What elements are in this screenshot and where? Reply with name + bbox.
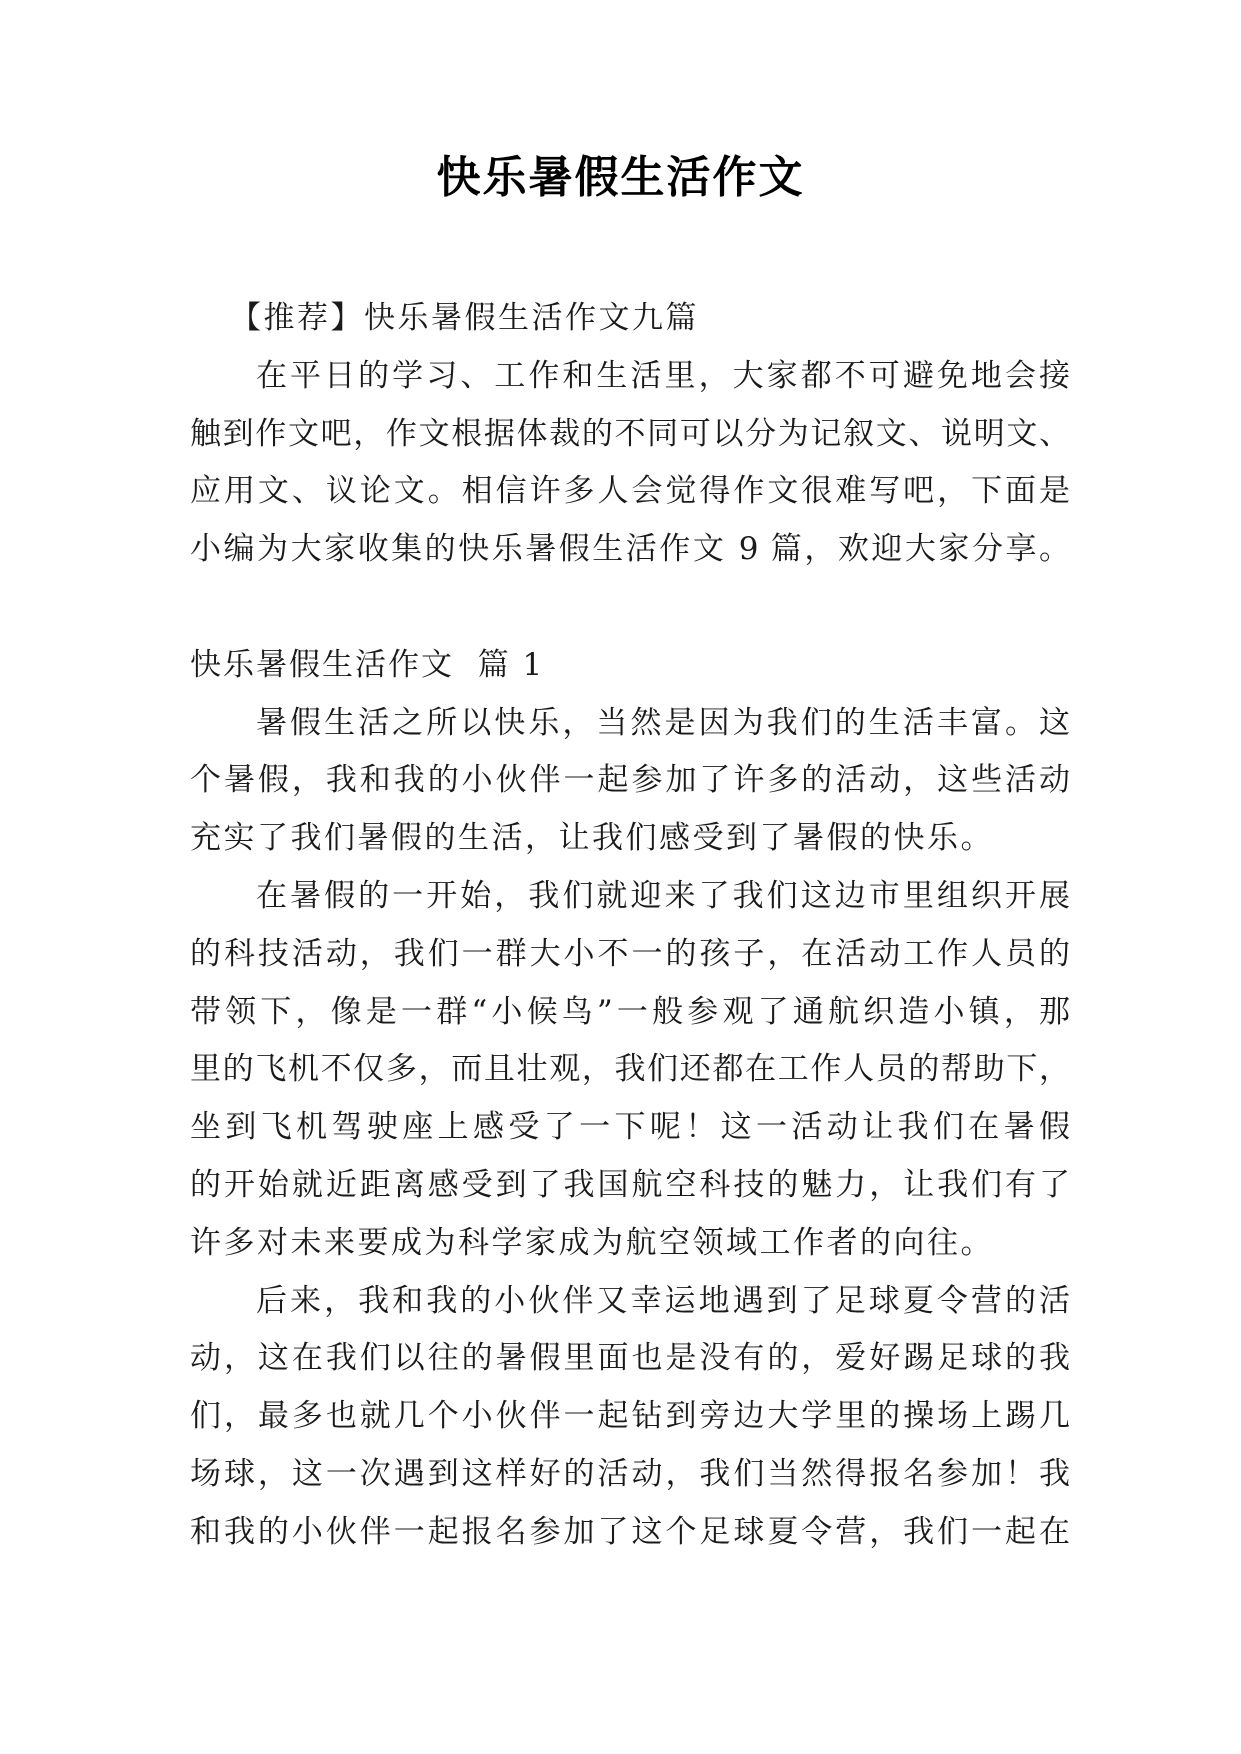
document-title: 快乐暑假生活作文: [436, 152, 805, 203]
intro-paragraph-line: 在平日的学习、工作和生活里，大家都不可避免地会接: [256, 357, 1070, 394]
paragraph-line: 里的飞机不仅多，而且壮观，我们还都在工作人员的帮助下，: [190, 1051, 1070, 1088]
paragraph-line: 坐到飞机驾驶座上感受了一下呢！这一活动让我们在暑假: [190, 1109, 1070, 1146]
paragraph-line: 个暑假，我和我的小伙伴一起参加了许多的活动，这些活动: [190, 762, 1070, 799]
document-body: [190, 290, 1070, 1562]
paragraph-line: 动，这在我们以往的暑假里面也是没有的，爱好踢足球的我: [190, 1340, 1070, 1377]
paragraph-line: 场球，这一次遇到这样好的活动，我们当然得报名参加！我: [190, 1455, 1070, 1492]
paragraph-line: 后来，我和我的小伙伴又幸运地遇到了足球夏令营的活: [256, 1282, 1070, 1319]
section-heading: 快乐暑假生活作文 篇 1: [190, 646, 545, 683]
paragraph-line: 充实了我们暑假的生活，让我们感受到了暑假的快乐。: [190, 820, 994, 857]
intro-paragraph-line: 应用文、议论文。相信许多人会觉得作文很难写吧，下面是: [190, 473, 1070, 510]
intro-recommend-line: 【推荐】快乐暑假生活作文九篇: [230, 300, 699, 336]
paragraph-line: 的开始就近距离感受到了我国航空科技的魅力，让我们有了: [190, 1166, 1070, 1203]
paragraph-gap: [190, 579, 1070, 637]
paragraph-line: 暑假生活之所以快乐，当然是因为我们的生活丰富。这: [256, 704, 1070, 741]
intro-paragraph-line: 小编为大家收集的快乐暑假生活作文 9 篇，欢迎大家分享。: [190, 531, 1070, 568]
intro-paragraph-line: 触到作文吧，作文根据体裁的不同可以分为记叙文、说明文、: [190, 415, 1070, 452]
paragraph-line: 在暑假的一开始，我们就迎来了我们这边市里组织开展: [256, 877, 1070, 914]
paragraph-line: 许多对未来要成为科学家成为航空领域工作者的向往。: [190, 1224, 994, 1261]
paragraph-line: 的科技活动，我们一群大小不一的孩子，在活动工作人员的: [190, 935, 1070, 972]
paragraph-line: 带领下，像是一群“小候鸟”一般参观了通航织造小镇，那: [190, 993, 1070, 1030]
paragraph-line: 们，最多也就几个小伙伴一起钻到旁边大学里的操场上踢几: [190, 1398, 1070, 1435]
paragraph-line: 和我的小伙伴一起报名参加了这个足球夏令营，我们一起在: [190, 1513, 1070, 1550]
